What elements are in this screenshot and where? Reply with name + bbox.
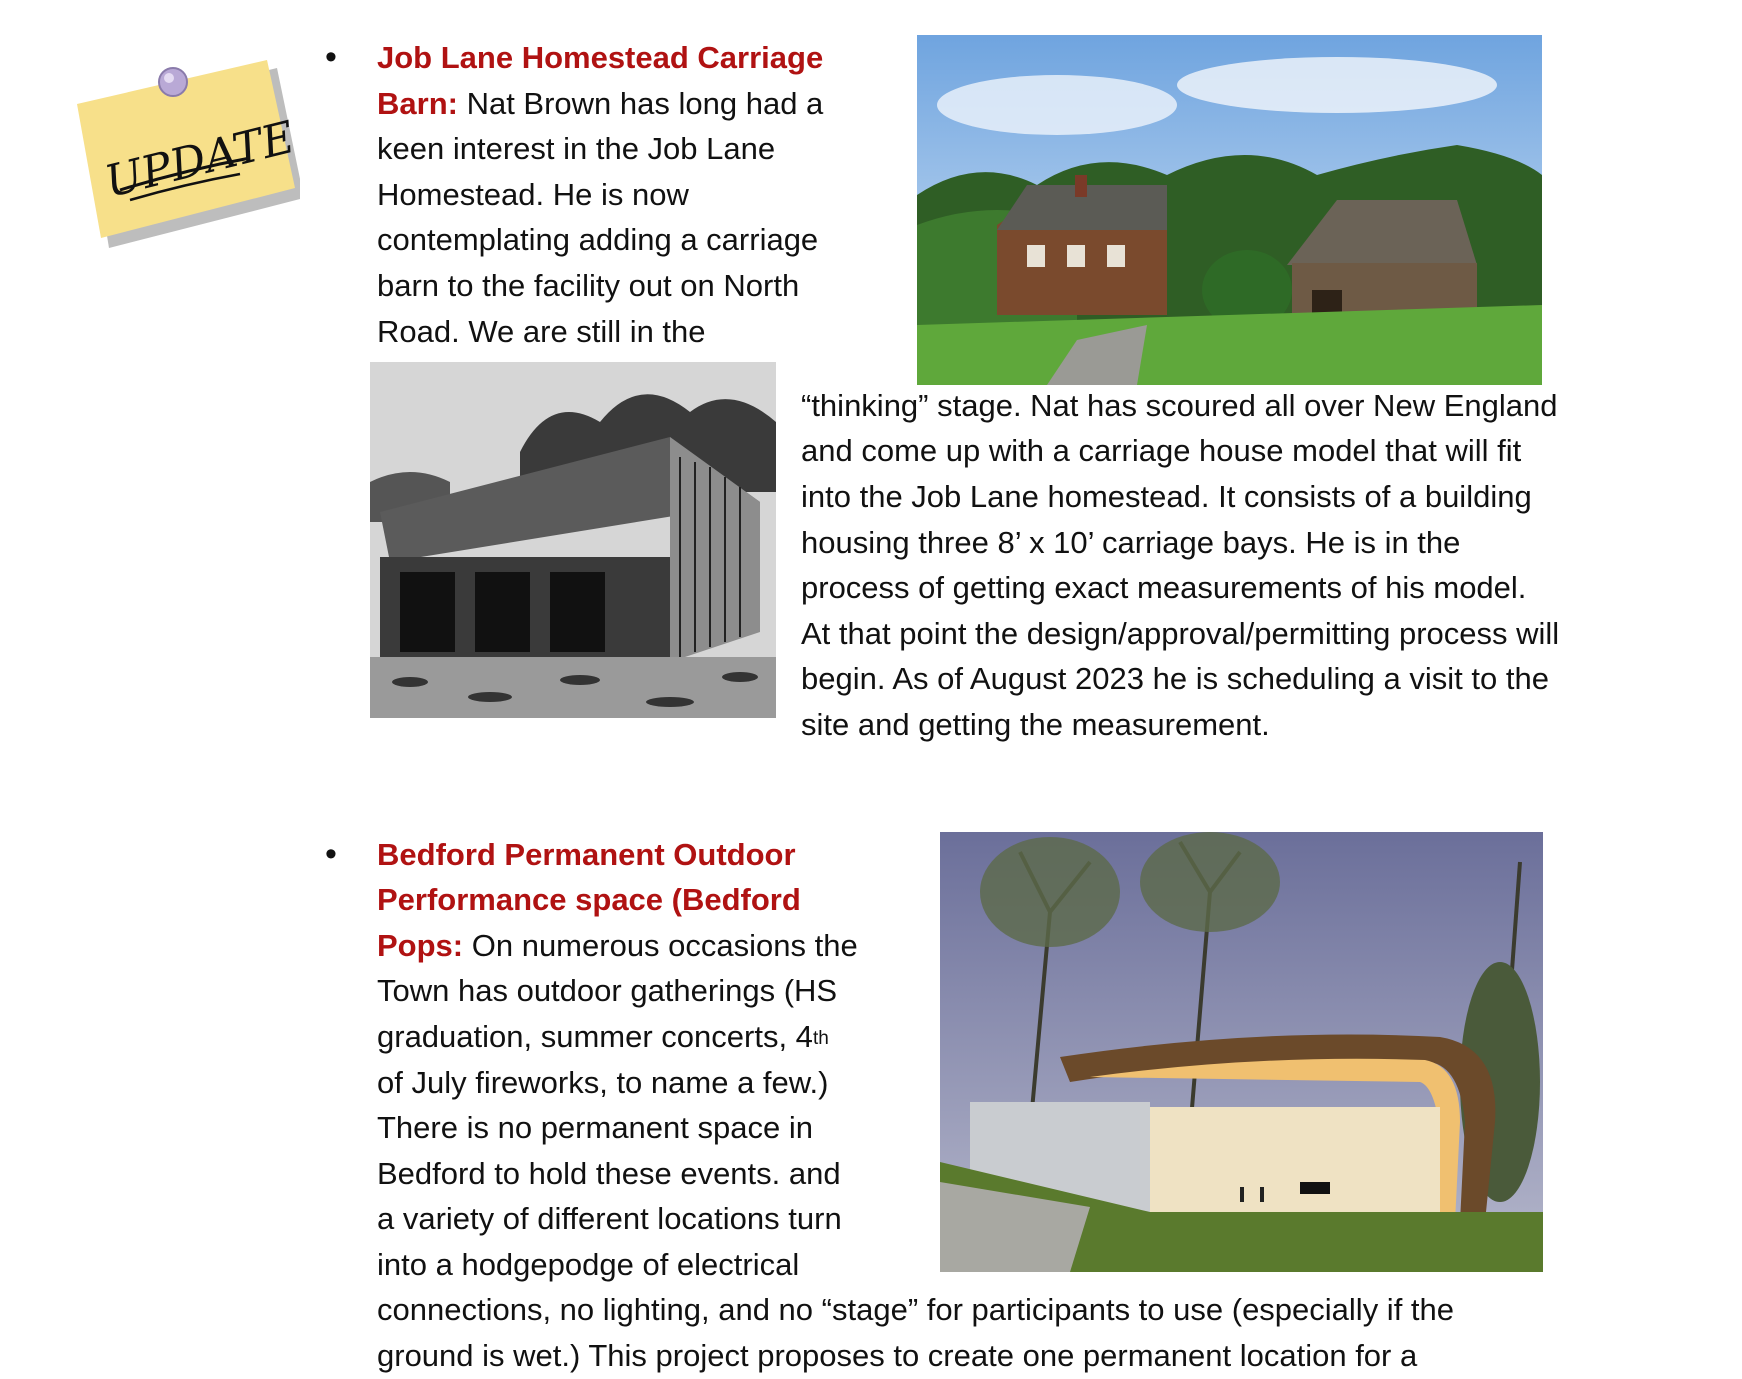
item1-text: and come up with a carriage house model that will fit (801, 433, 1522, 468)
item1-line-2 (377, 81, 823, 127)
item2-text: a variety of different locations turn (377, 1201, 842, 1236)
update-sticky-note (75, 60, 300, 250)
item2-heading-line3: Pops: (377, 928, 464, 963)
bullet-1: • (325, 38, 337, 76)
item1-text: keen interest in the Job Lane (377, 131, 776, 166)
item2-text: Bedford to hold these events. and (377, 1156, 841, 1191)
item2-text: into a hodgepodge of electrical (377, 1247, 800, 1282)
item1-text: into the Job Lane homestead. It consists of a building (801, 479, 1532, 514)
barn-sketch-image (370, 362, 776, 718)
item1-text: contemplating adding a carriage (377, 222, 819, 257)
item1-heading-line1: Job Lane Homestead Carriage (377, 40, 824, 75)
item1-text: At that point the design/approval/permitting process will (801, 616, 1560, 651)
item2-superscript: th (812, 1028, 829, 1049)
item2-heading-line1: Bedford Permanent Outdoor (377, 837, 796, 872)
item1-text: “thinking” stage. Nat has scoured all over New England (801, 388, 1558, 423)
item2-line-5 (377, 1014, 829, 1060)
item2-text: connections, no lighting, and no “stage” for participants to use (especially if the (377, 1292, 1455, 1327)
item1-text: Road. We are still in the (377, 314, 706, 349)
update-note-text: UPDATE (100, 111, 300, 208)
bullet-2: • (325, 835, 337, 873)
item1-heading-line2: Barn: (377, 86, 458, 121)
item2-text: Town has outdoor gatherings (HS (377, 973, 838, 1008)
item1-text: Homestead. He is now (377, 177, 689, 212)
item2-text: graduation, summer concerts, 4 (377, 1019, 813, 1054)
item1-text: process of getting exact measurements of his model. (801, 570, 1527, 605)
item2-heading-line2: Performance space (Bedford (377, 882, 801, 917)
item2-text: On numerous occasions the (463, 928, 858, 963)
item2-text: There is no permanent space in (377, 1110, 813, 1145)
item2-line-3 (377, 923, 858, 969)
pops-pavilion-photo (940, 832, 1543, 1272)
item1-text: barn to the facility out on North (377, 268, 800, 303)
item2-text: of July fireworks, to name a few.) (377, 1065, 829, 1100)
item2-text: ground is wet.) This project proposes to create one permanent location for a (377, 1338, 1418, 1373)
item1-text: begin. As of August 2023 he is scheduling a visit to the (801, 661, 1549, 696)
item1-text: Nat Brown has long had a (457, 86, 824, 121)
homestead-photo (917, 35, 1542, 385)
item1-text: housing three 8’ x 10’ carriage bays. He is in the (801, 525, 1461, 560)
item1-text: site and getting the measurement. (801, 707, 1270, 742)
